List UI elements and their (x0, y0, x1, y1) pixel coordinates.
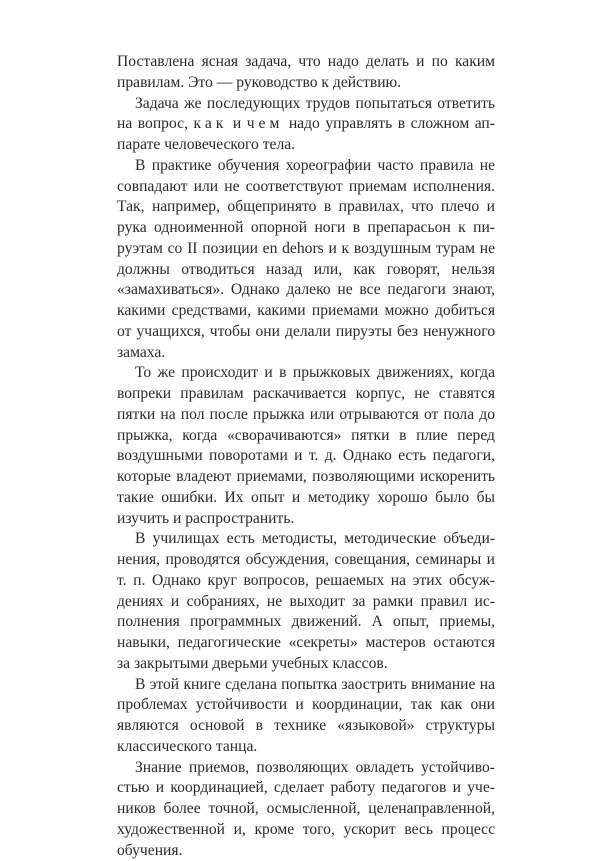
paragraph-3 (117, 156, 495, 364)
paragraph-text: В этой книге сделана попытка заострить внимание на проблемах устойчивости и координации, так как они являются основой в технике «языковой» структуры классического танца. (117, 676, 495, 755)
paragraph-text: То же происходит и в прыжковых движениях, когда вопреки правилам раскачивается корпус, не ставятся пятки на пол после прыжка или отрываются от пола до прыжка, когда «сворачиваются» пятки в плие перед воздушными поворотами и т. д. Однако есть педагоги, которые владеют приемами, позволяющими искоренить такие ошибки. Их опыт и методику хорошо было бы изучить и распространить. (117, 364, 495, 526)
spaced-word-chem: чем (247, 115, 284, 132)
paragraph-text: надо управлять в сложном аппарате человеческого тела. (117, 115, 495, 153)
paragraph-text: Поставлена ясная задача, что надо делать и по каким правилам. Это — руководство к действию. (117, 53, 495, 91)
paragraph-text: В училищах есть методисты, методические объединения, проводятся обсуждения, совещания, семинары и т. п. Однако круг вопросов, решаемых на этих обсуждениях и собраниях, не выходит за рамки правил исполнения программных движений. А опыт, приемы, навыки, педагогические «секреты» мастеров остаются за закрытыми дверьми учебных классов. (117, 530, 495, 672)
paragraph-6 (117, 675, 495, 758)
paragraph-text: В практике обучения хореографии часто правила не совпадают или не соответствуют приемам исполнения. Так, например, общепринято в правилах, что плечо и рука одноименной опорной ноги в препарасьон к пируэтам со II позиции en dehors и к воздушным турам не должны отводиться назад или, как говорят, нельзя «замахиваться». Однако далеко не все педагоги знают, какими средствами, какими приемами можно добиться от учащихся, чтобы они делали пируэты без ненужного замаха. (117, 157, 495, 361)
paragraph-7 (117, 758, 495, 861)
paragraph-text: Знание приемов, позволяющих овладеть устойчивостью и координацией, сделает работу педагогов и учеников более точной, осмысленной, целенаправленной, художественной и, кроме того, ускорит весь процесс обучения. (117, 759, 495, 859)
paragraph-2 (117, 94, 495, 156)
paragraph-text: и (227, 115, 246, 132)
paragraph-5 (117, 529, 495, 674)
paragraph-text: Задача же последующих трудов попытаться ответить на вопрос, (117, 95, 495, 133)
paragraph-4 (117, 363, 495, 529)
book-page (117, 52, 495, 861)
spaced-word-kak: как (193, 115, 227, 132)
paragraph-1 (117, 52, 495, 94)
